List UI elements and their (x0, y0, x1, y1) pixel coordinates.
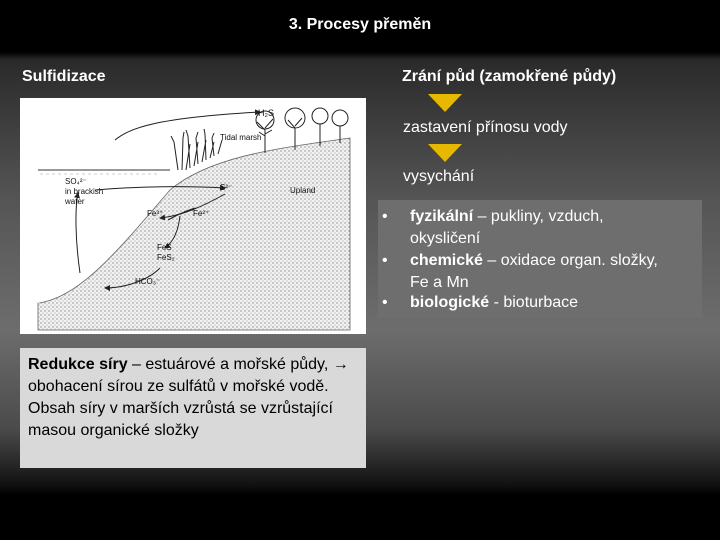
bullet-icon: • (382, 252, 388, 269)
label-tidal-marsh: Tidal marsh (220, 133, 262, 142)
label-fes2: FeS₂ (157, 253, 175, 262)
note-text: – estuárové a mořské půdy, → obohacení sírou ze sulfátů v mořské vodě. Obsah síry v marších vzrůstá se vzrůstající masou organické složky (28, 356, 349, 439)
bullet-desc: – oxidace organ. složky, (482, 252, 658, 269)
bullet-desc: - bioturbace (489, 294, 579, 311)
label-s2: S²⁻ (220, 183, 233, 192)
bullet-term: fyzikální (410, 208, 474, 225)
note-term: Redukce síry (28, 356, 128, 373)
right-heading: Zrání půd (zamokřené půdy) (402, 68, 617, 85)
bullet-desc-cont: Fe a Mn (410, 274, 469, 291)
label-h2s: H₂S (258, 108, 274, 118)
label-in-brackish: in brackish (65, 187, 104, 196)
label-water: water (65, 197, 85, 206)
slide-title: 3. Procesy přeměn (288, 16, 432, 33)
label-hco3: HCO₃⁻ (135, 277, 161, 286)
label-so4: SO₄²⁻ (65, 177, 87, 186)
bullet-term: biologické (410, 294, 490, 311)
bullet-term: chemické (410, 252, 483, 269)
bullet-icon: • (382, 294, 388, 311)
bullet-desc: – pukliny, vzduch, (473, 208, 604, 225)
soil-ripening-processes (378, 200, 702, 318)
label-upland: Upland (290, 186, 316, 195)
down-arrow-icon (428, 144, 462, 162)
sulfur-reduction-note (20, 348, 366, 468)
bullet-icon: • (382, 208, 388, 225)
label-fes: FeS (157, 243, 172, 252)
bullet-desc-cont: okysličení (410, 230, 481, 247)
sulfur-cycle-diagram (20, 98, 366, 334)
left-heading: Sulfidizace (22, 68, 106, 85)
step-stop-water: zastavení přínosu vody (403, 119, 568, 136)
down-arrow-icon (428, 94, 462, 112)
step-drying: vysychání (403, 168, 475, 185)
label-fe3: Fe³⁺ (147, 209, 164, 218)
label-fe2: Fe²⁺ (193, 209, 210, 218)
